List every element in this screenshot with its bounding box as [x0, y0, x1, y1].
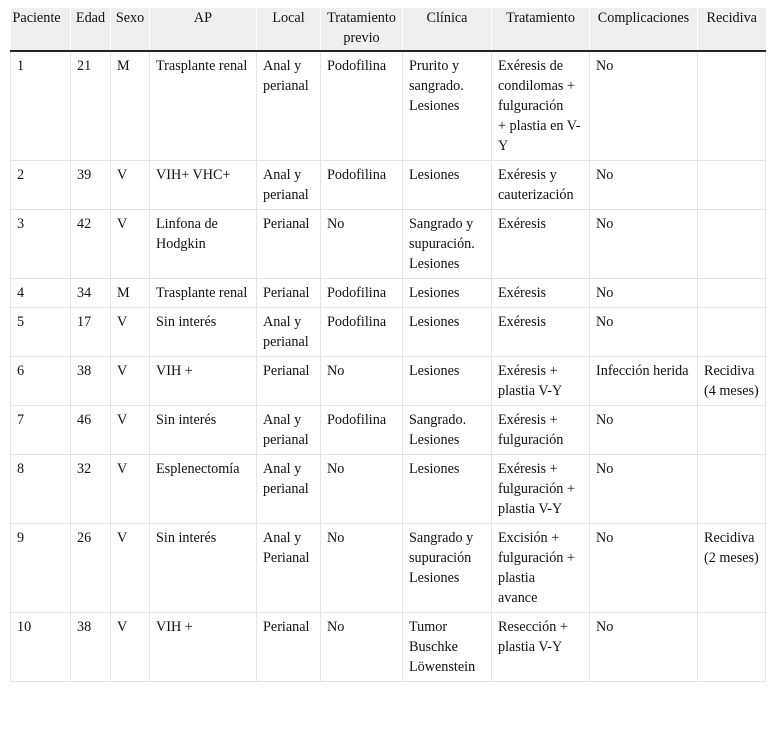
cell-complicaciones: No	[590, 406, 698, 455]
cell-paciente: 9	[11, 524, 71, 613]
table-row	[11, 357, 766, 406]
cell-paciente: 6	[11, 357, 71, 406]
cell-recidiva	[698, 51, 766, 161]
table-body	[11, 51, 766, 682]
cell-clinica: Prurito y sangrado. Lesiones	[403, 51, 492, 161]
table-row	[11, 51, 766, 161]
cell-tratamiento-previo: Podofilina	[321, 161, 403, 210]
cell-sexo: V	[111, 161, 150, 210]
cell-complicaciones: No	[590, 524, 698, 613]
cell-edad: 39	[71, 161, 111, 210]
cell-sexo: V	[111, 613, 150, 682]
cell-edad: 32	[71, 455, 111, 524]
cell-recidiva	[698, 161, 766, 210]
header-sexo: Sexo	[111, 8, 150, 51]
table-row	[11, 524, 766, 613]
cell-edad: 17	[71, 308, 111, 357]
header-complicaciones: Complicaciones	[590, 8, 698, 51]
header-recidiva: Recidiva	[698, 8, 766, 51]
cell-local: Perianal	[257, 357, 321, 406]
table-row	[11, 406, 766, 455]
cell-local: Perianal	[257, 210, 321, 279]
cell-tratamiento-previo: Podofilina	[321, 406, 403, 455]
cell-edad: 34	[71, 279, 111, 308]
cell-ap: Trasplante renal	[150, 51, 257, 161]
cell-local: Perianal	[257, 279, 321, 308]
cell-edad: 21	[71, 51, 111, 161]
cell-sexo: V	[111, 210, 150, 279]
cell-local: Anal y perianal	[257, 161, 321, 210]
cell-complicaciones: No	[590, 455, 698, 524]
cell-paciente: 4	[11, 279, 71, 308]
cell-tratamiento: Exéresis de condilomas + fulguración + plastia en V-Y	[492, 51, 590, 161]
cell-tratamiento: Exéresis	[492, 279, 590, 308]
cell-clinica: Lesiones	[403, 455, 492, 524]
cell-edad: 38	[71, 357, 111, 406]
cell-local: Perianal	[257, 613, 321, 682]
cell-edad: 46	[71, 406, 111, 455]
cell-tratamiento: Exéresis + fulguración	[492, 406, 590, 455]
table-row	[11, 210, 766, 279]
cell-paciente: 5	[11, 308, 71, 357]
cell-clinica: Sangrado y supuración Lesiones	[403, 524, 492, 613]
table-row	[11, 161, 766, 210]
cell-complicaciones: No	[590, 210, 698, 279]
cell-complicaciones: No	[590, 613, 698, 682]
cell-complicaciones: No	[590, 279, 698, 308]
header-edad: Edad	[71, 8, 111, 51]
cell-ap: Sin interés	[150, 524, 257, 613]
cell-complicaciones: No	[590, 161, 698, 210]
cell-local: Anal y perianal	[257, 406, 321, 455]
header-tratamiento-previo: Tratamiento previo	[321, 8, 403, 51]
cell-paciente: 3	[11, 210, 71, 279]
patients-table	[10, 8, 766, 682]
table-row	[11, 613, 766, 682]
header-local: Local	[257, 8, 321, 51]
cell-sexo: V	[111, 524, 150, 613]
cell-recidiva	[698, 455, 766, 524]
cell-sexo: V	[111, 308, 150, 357]
cell-local: Anal y Perianal	[257, 524, 321, 613]
header-tratamiento: Tratamiento	[492, 8, 590, 51]
cell-paciente: 1	[11, 51, 71, 161]
cell-sexo: V	[111, 406, 150, 455]
cell-tratamiento: Exéresis	[492, 308, 590, 357]
cell-sexo: V	[111, 455, 150, 524]
cell-clinica: Sangrado y supuración. Lesiones	[403, 210, 492, 279]
cell-tratamiento-previo: Podofilina	[321, 279, 403, 308]
header-paciente: Paciente	[11, 8, 71, 51]
cell-paciente: 8	[11, 455, 71, 524]
cell-local: Anal y perianal	[257, 455, 321, 524]
cell-tratamiento-previo: Podofilina	[321, 308, 403, 357]
cell-ap: VIH+ VHC+	[150, 161, 257, 210]
cell-ap: VIH +	[150, 357, 257, 406]
cell-complicaciones: Infección herida	[590, 357, 698, 406]
cell-paciente: 2	[11, 161, 71, 210]
table-header-row	[11, 8, 766, 51]
cell-ap: Esplenectomía	[150, 455, 257, 524]
cell-clinica: Lesiones	[403, 279, 492, 308]
cell-clinica: Sangrado. Lesiones	[403, 406, 492, 455]
cell-paciente: 10	[11, 613, 71, 682]
cell-ap: Sin interés	[150, 308, 257, 357]
cell-tratamiento: Excisión + fulguración + plastia avance	[492, 524, 590, 613]
cell-sexo: M	[111, 279, 150, 308]
cell-local: Anal y perianal	[257, 308, 321, 357]
cell-tratamiento-previo: Podofilina	[321, 51, 403, 161]
cell-clinica: Lesiones	[403, 308, 492, 357]
cell-complicaciones: No	[590, 308, 698, 357]
cell-recidiva	[698, 279, 766, 308]
cell-tratamiento-previo: No	[321, 357, 403, 406]
cell-tratamiento: Exéresis y cauterización	[492, 161, 590, 210]
cell-tratamiento: Resección + plastia V-Y	[492, 613, 590, 682]
cell-ap: VIH +	[150, 613, 257, 682]
cell-edad: 38	[71, 613, 111, 682]
cell-edad: 26	[71, 524, 111, 613]
table-container	[10, 8, 765, 682]
table-row	[11, 308, 766, 357]
cell-tratamiento-previo: No	[321, 455, 403, 524]
cell-recidiva: Recidiva (4 meses)	[698, 357, 766, 406]
cell-tratamiento-previo: No	[321, 210, 403, 279]
cell-sexo: V	[111, 357, 150, 406]
header-clinica: Clínica	[403, 8, 492, 51]
cell-clinica: Tumor Buschke Löwenstein	[403, 613, 492, 682]
cell-ap: Trasplante renal	[150, 279, 257, 308]
cell-tratamiento-previo: No	[321, 613, 403, 682]
cell-recidiva	[698, 613, 766, 682]
cell-clinica: Lesiones	[403, 357, 492, 406]
cell-paciente: 7	[11, 406, 71, 455]
cell-edad: 42	[71, 210, 111, 279]
cell-local: Anal y perianal	[257, 51, 321, 161]
cell-ap: Linfona de Hodgkin	[150, 210, 257, 279]
cell-recidiva	[698, 406, 766, 455]
cell-recidiva	[698, 210, 766, 279]
cell-complicaciones: No	[590, 51, 698, 161]
table-row	[11, 279, 766, 308]
table-row	[11, 455, 766, 524]
cell-sexo: M	[111, 51, 150, 161]
cell-tratamiento-previo: No	[321, 524, 403, 613]
cell-clinica: Lesiones	[403, 161, 492, 210]
cell-tratamiento: Exéresis + fulguración + plastia V-Y	[492, 455, 590, 524]
cell-recidiva: Recidiva (2 meses)	[698, 524, 766, 613]
cell-tratamiento: Exéresis	[492, 210, 590, 279]
cell-tratamiento: Exéresis + plastia V-Y	[492, 357, 590, 406]
cell-recidiva	[698, 308, 766, 357]
cell-ap: Sin interés	[150, 406, 257, 455]
header-ap: AP	[150, 8, 257, 51]
